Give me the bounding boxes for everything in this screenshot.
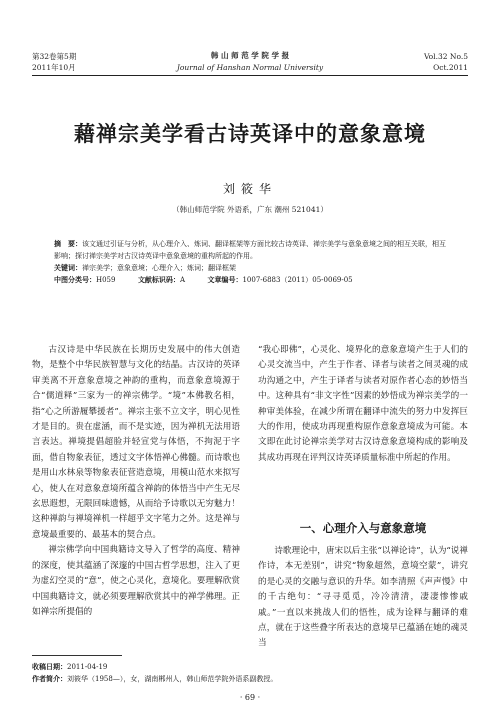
section-body xyxy=(258,544,468,652)
issue-date: 2011年10月 xyxy=(32,63,76,72)
received-date xyxy=(32,661,468,673)
received-value: 2011-04-19 xyxy=(67,663,108,671)
articleno-label: 文章编号： xyxy=(207,276,243,284)
author-affiliation: （韩山师范学院 外语系，广东 潮州 521041） xyxy=(172,205,328,214)
journal-name-cn: 韩 山 师 范 学 院 学 报 xyxy=(210,51,290,60)
abstract-paragraph xyxy=(54,238,450,262)
keywords-text: 禅宗美学；意象意境；心理介入；炼词；翻译框架 xyxy=(82,264,236,272)
classification-line xyxy=(54,274,450,286)
volume-issue-en: Vol.32 No.5 xyxy=(423,52,468,61)
bio-value: 刘筱华（1958—），女，湖南郴州人，韩山师范学院外语系副教授。 xyxy=(67,675,278,683)
clc-value: H059 xyxy=(96,276,116,284)
abstract-text: 该文通过引证与分析，从心理介入、炼词、翻译框架等方面比较古诗英译、禅宗美学与意象意境之间的相互关联，相互影响；探讨禅宗美学对古汉诗英译中意象意境的重构所起的作用。 xyxy=(54,240,446,260)
body-paragraph: 禅宗佛学向中国典籍诗文导入了哲学的高度、精神的深度，使其蕴涵了深邃的中国古哲学思想，注入了更为虚幻空灵的“意”，使之心灵化，意境化。要理解欣赏中国典籍诗文，就必须要理解欣赏其中的禅学佛理。正如禅宗所提倡的 xyxy=(32,545,240,617)
volume-issue: 第32卷第5期 xyxy=(32,52,77,61)
header-rule xyxy=(32,75,468,76)
article-title: 藉禅宗美学看古诗英译中的意象意境 xyxy=(74,121,426,146)
keywords-label: 关键词： xyxy=(54,264,82,272)
footnote-rule xyxy=(32,655,122,656)
body-paragraph: 古汉诗是中华民族在长期历史发展中的伟大创造物，是整个中华民族智慧与文化的结晶。古汉诗的英译审美离不开意象意境之神韵的重构，而意象意境源于合“儒道释”三家为一的禅宗佛学。“境”本佛教名相，指“心之所游履攀援者”。禅宗主张不立文字，明心见性才是目的。贵在虚涵，而不是实迹，因为禅机无法用语言表达。禅境提倡超脸并轻宣党与体悟，不拘泥于字面，借自物象表征，透过文字体悟禅心佛髓。而诗歌也是用山水林泉等物象表征营造意境，用模山范水来拟写心，使人在对意象意境所蕴含禅韵的体悟当中产生无尽玄思遐想，无限回味遗憾，从而给予诗歌以无穷魅力！这种禅韵与禅境禅机一样超乎文字笔力之外。这是禅与意境最重要的、最基本的契合点。 xyxy=(32,345,240,540)
clc-label: 中图分类号： xyxy=(54,276,96,284)
bio-label: 作者简介： xyxy=(32,674,67,683)
right-column xyxy=(258,343,468,466)
left-column xyxy=(32,343,240,620)
author-bio xyxy=(32,673,468,685)
page-number: · 69 · xyxy=(239,693,261,702)
abstract xyxy=(54,238,450,286)
footnote xyxy=(32,661,468,685)
doccode-label: 文献标识码： xyxy=(137,276,180,284)
keywords-line xyxy=(54,262,450,274)
author-name: 刘筱华 xyxy=(222,182,277,196)
articleno-value: 1007-6883（2011）05-0069-05 xyxy=(242,276,353,284)
body-paragraph: 诗歌理论中，唐宋以后主张“以禅论诗”，认为“说禅作诗，本无差别”，讲究“物象超然，意境空蒙”，讲究的是心灵的交融与意识的升华。如李清照《声声慢》中的千古绝句：“寻寻觅觅，冷冷清清，凄凄惨惨戚戚。”一直以来挑战人们的悟性，成为诠释与翻译的难点，就在于这些叠字所表达的意境早已蕴涵在她的魂灵当 xyxy=(258,546,468,649)
section-heading: 一、心理介入与意象意境 xyxy=(299,521,427,535)
received-label: 收稿日期： xyxy=(32,662,67,671)
doccode-value: A xyxy=(179,276,185,284)
issue-date-en: Oct.2011 xyxy=(433,63,468,72)
body-paragraph: “我心即佛”，心灵化、境界化的意象意境产生于人们的心灵交流当中，产生于作者、译者与读者之间灵魂的成功沟通之中，产生于译者与读者对原作者心态的妙悟当中。这种具有“非文字性”因素的妙悟成为禅宗美学的一种审美体验，在减少所谓在翻译中流失的努力中发挥巨大的作用，使成功再现重构原作意象意境成为可能。本文即在此讨论禅宗美学对古汉诗意象意境构成的影响及其成功再现在评判汉诗英译质量标准中所起的作用。 xyxy=(258,345,468,463)
journal-name-en: Journal of Hanshan Normal University xyxy=(176,63,324,72)
abstract-label: 摘 要： xyxy=(54,240,82,248)
